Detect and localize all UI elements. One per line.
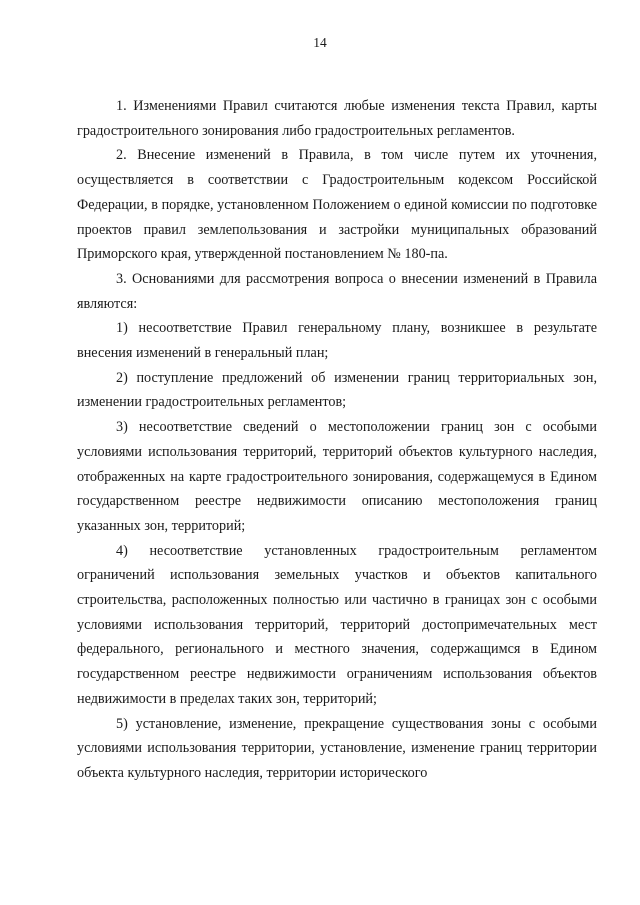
list-item-3: 3) несоответствие сведений о местоположении границ зон с особыми условиями использования территорий, территорий объектов культурного наследия, отображенных на карте градостроительного зонирования, содержащемуся в Едином государственном реестре недвижимости описанию местоположения границ указанных зон, территорий; bbox=[77, 419, 597, 534]
list-item-5: 5) установление, изменение, прекращение существования зоны с особыми условиями использования территории, установление, изменение границ территории объекта культурного наследия, территории исторического bbox=[77, 715, 597, 781]
list-item-2: 2) поступление предложений об изменении границ территориальных зон, изменении градостроительных регламентов; bbox=[77, 369, 597, 411]
list-item-1: 1) несоответствие Правил генеральному плану, возникшее в результате внесения изменений в генеральный план; bbox=[77, 320, 597, 362]
document-body bbox=[77, 94, 597, 786]
paragraph-1: 1. Изменениями Правил считаются любые изменения текста Правил, карты градостроительного зонирования либо градостроительных регламентов. bbox=[77, 98, 597, 139]
page-number: 14 bbox=[313, 35, 327, 50]
list-item-4: 4) несоответствие установленных градостроительным регламентом ограничений использования земельных участков и объектов капитального строительства, расположенных полностью или частично в границах зон с особыми условиями использования территорий, территорий достопримечательных мест федерального, регионального и местного значения, содержащимся в Едином государственном реестре недвижимости ограничениям использования объектов недвижимости в пределах таких зон, территорий; bbox=[77, 542, 597, 707]
paragraph-3: 3. Основаниями для рассмотрения вопроса о внесении изменений в Правила являются: bbox=[77, 270, 597, 312]
paragraph-2: 2. Внесение изменений в Правила, в том числе путем их уточнения, осуществляется в соответствии с Градостроительным кодексом Российской Федерации, в порядке, установленном Положением о единой комиссии по подготовке проектов правил землепользования и застройки муниципальных образований Приморского края, утвержденной постановлением № 180-па. bbox=[77, 147, 597, 263]
